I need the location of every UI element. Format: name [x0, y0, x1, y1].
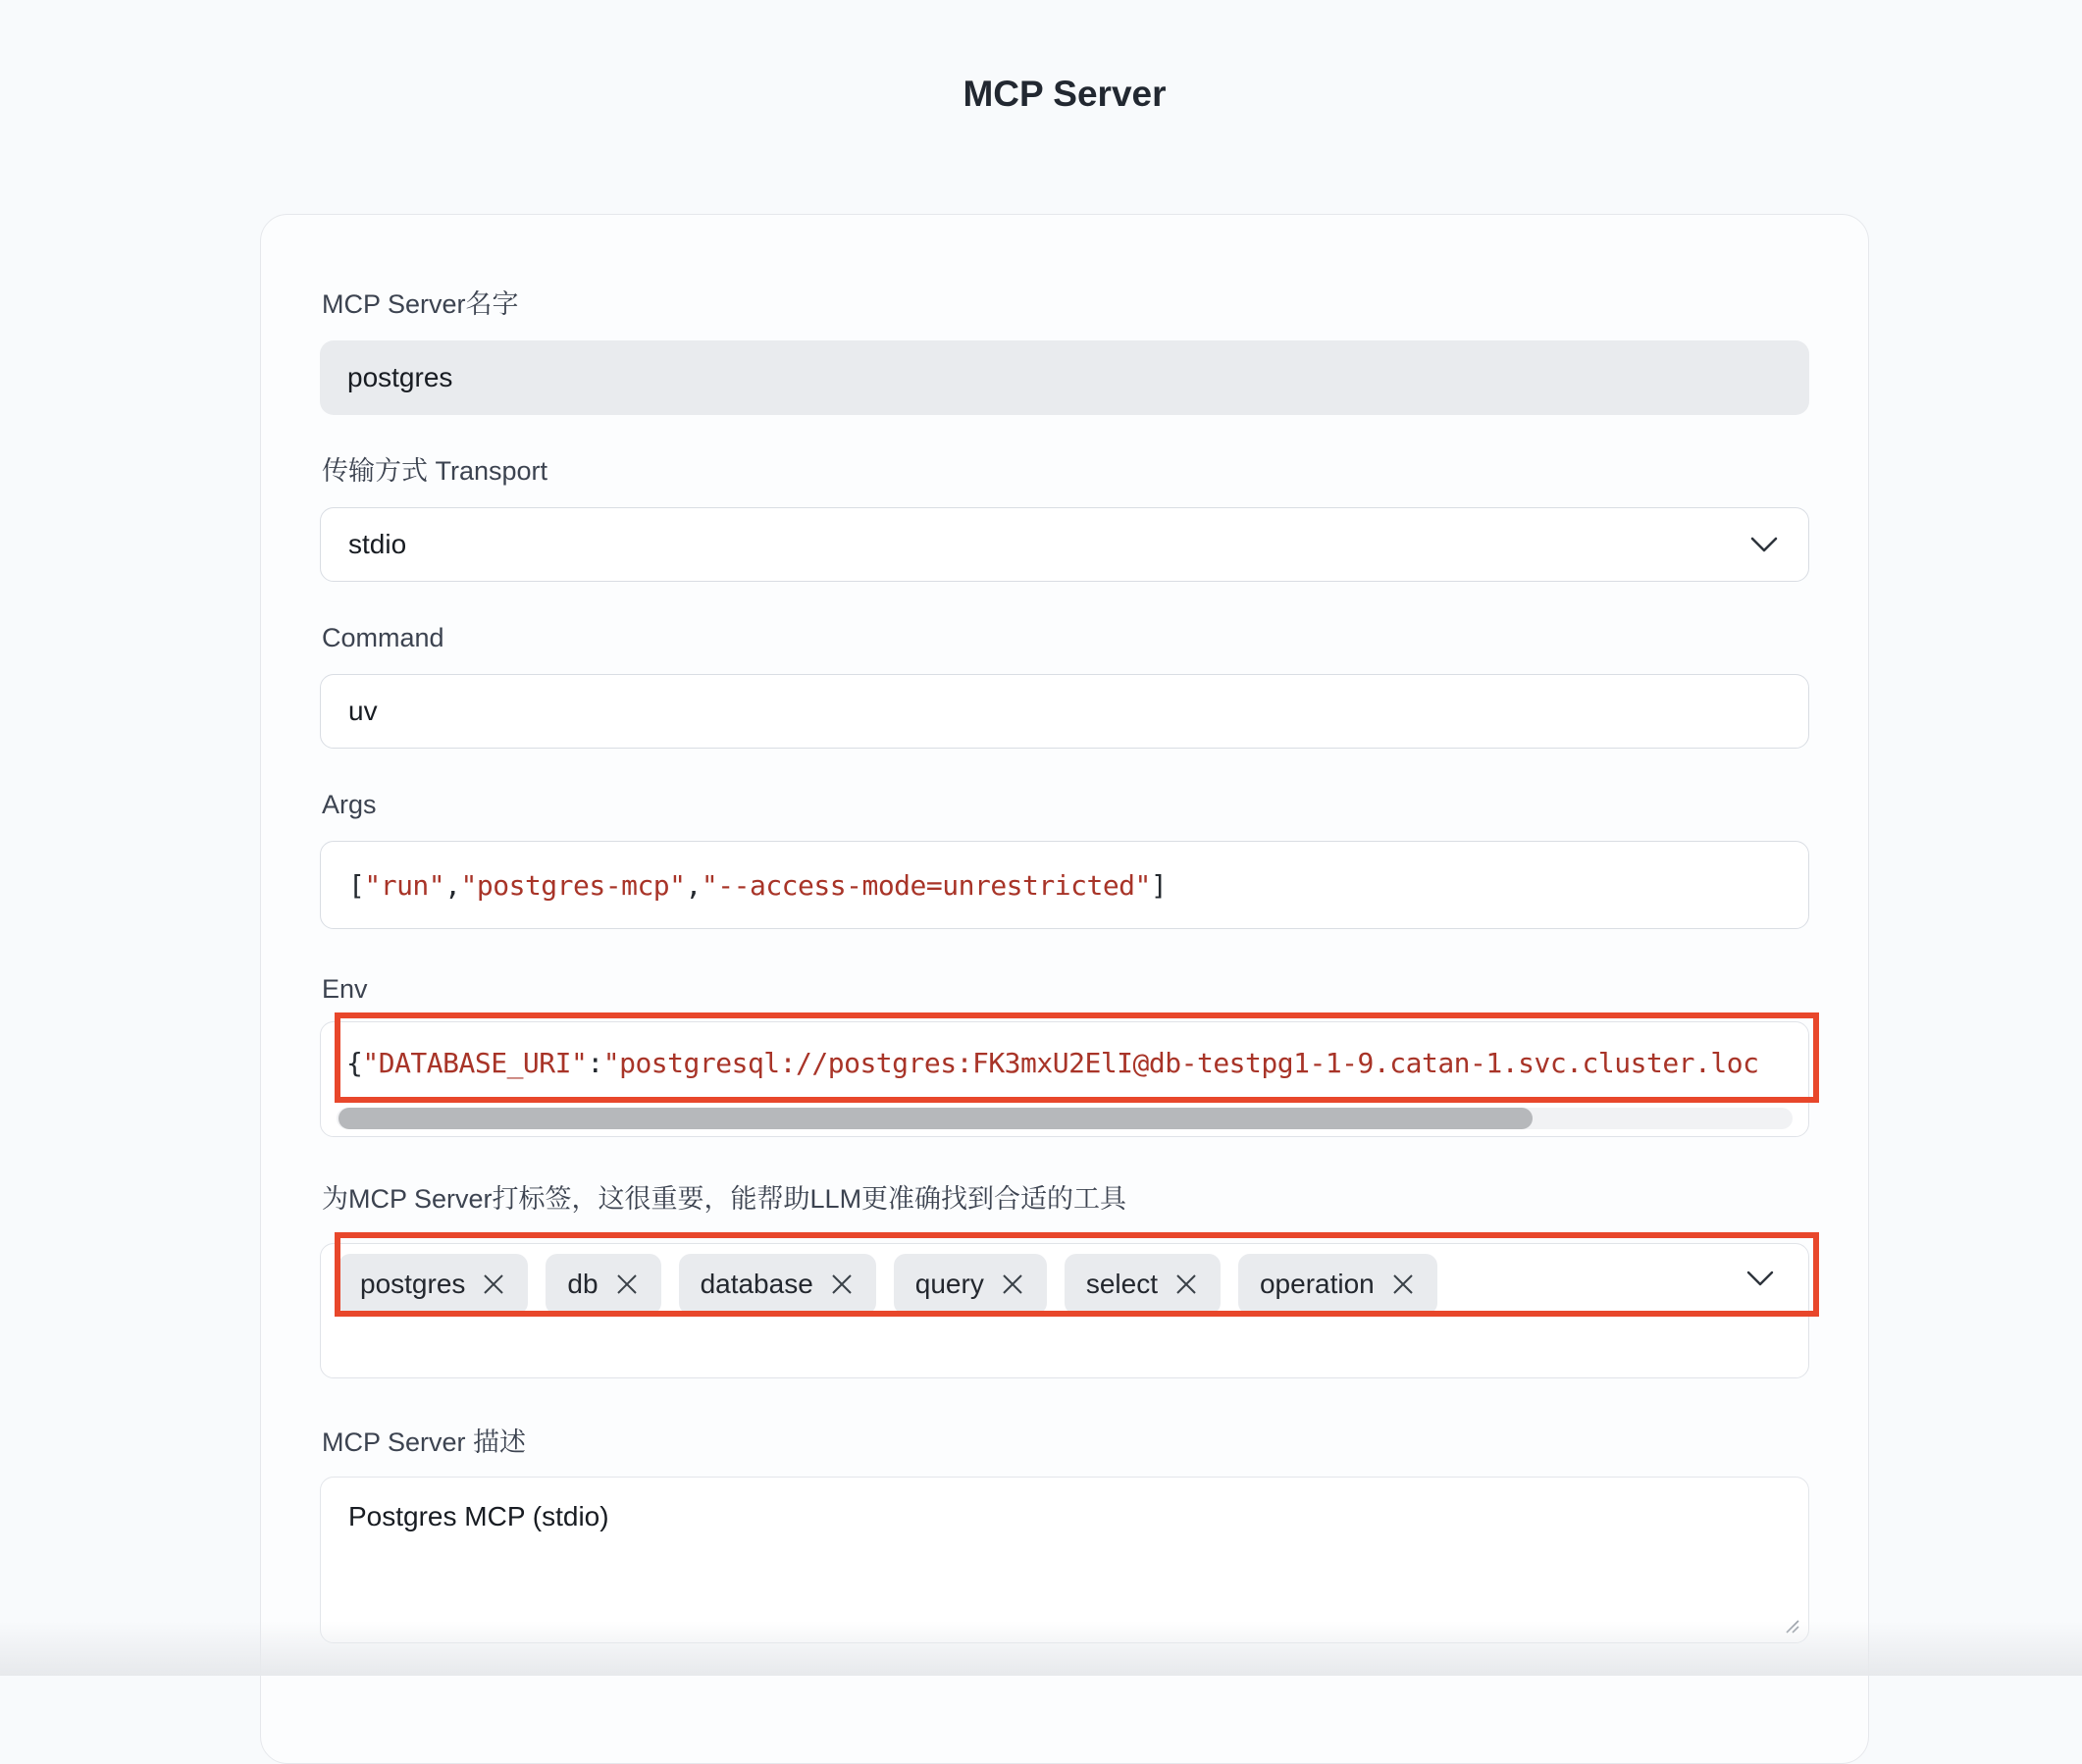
- tag-remove-button[interactable]: [481, 1271, 506, 1297]
- tag-remove-button[interactable]: [829, 1271, 855, 1297]
- code-segment: {: [346, 1047, 363, 1079]
- code-segment: "postgresql://postgres:FK3mxU2ElI@db-testpg1-1-9.catan-1.svc.cluster.loc: [602, 1047, 1759, 1079]
- transport-select[interactable]: [320, 507, 1809, 582]
- transport-label: 传输方式 Transport: [322, 456, 548, 486]
- name-input[interactable]: [320, 340, 1809, 415]
- description-value: Postgres MCP (stdio): [348, 1501, 609, 1531]
- tag-label: database: [700, 1269, 813, 1299]
- mcp-server-form-card: [260, 214, 1869, 1764]
- args-label: Args: [322, 790, 377, 819]
- tag-remove-button[interactable]: [1000, 1271, 1025, 1297]
- transport-value: stdio: [348, 529, 407, 559]
- code-segment: [: [348, 868, 365, 902]
- tag-chip: [546, 1254, 660, 1315]
- code-segment: ,: [444, 868, 461, 902]
- x-icon: [829, 1271, 855, 1297]
- tag-chip: [1065, 1254, 1221, 1315]
- tag-remove-button[interactable]: [614, 1271, 640, 1297]
- tag-remove-button[interactable]: [1173, 1271, 1199, 1297]
- code-segment: ]: [1150, 868, 1168, 902]
- tag-remove-button[interactable]: [1390, 1271, 1416, 1297]
- resize-handle-icon[interactable]: [1780, 1614, 1801, 1635]
- page-title: MCP Server: [963, 74, 1167, 114]
- description-textarea[interactable]: [320, 1477, 1809, 1643]
- env-label: Env: [322, 974, 368, 1004]
- env-scrollbar-track: [337, 1108, 1793, 1129]
- name-value: postgres: [347, 362, 453, 392]
- code-segment: :: [587, 1047, 603, 1079]
- tags-input[interactable]: [320, 1243, 1809, 1378]
- x-icon: [481, 1271, 506, 1297]
- x-icon: [1173, 1271, 1199, 1297]
- command-value: uv: [348, 696, 378, 726]
- tag-label: operation: [1259, 1269, 1375, 1299]
- code-segment: "postgres-mcp": [460, 868, 686, 902]
- code-segment: "--access-mode=unrestricted": [701, 868, 1151, 902]
- tag-label: select: [1085, 1269, 1158, 1299]
- env-input[interactable]: [320, 1021, 1809, 1137]
- code-segment: "DATABASE_URI": [362, 1047, 588, 1079]
- command-label: Command: [322, 623, 444, 652]
- args-input[interactable]: [320, 841, 1809, 929]
- code-segment: "run": [364, 868, 445, 902]
- tag-chip: [338, 1254, 528, 1315]
- env-scrollbar-thumb[interactable]: [338, 1108, 1533, 1129]
- tag-chip: [679, 1254, 876, 1315]
- description-label: MCP Server 描述: [322, 1427, 527, 1457]
- x-icon: [1390, 1271, 1416, 1297]
- x-icon: [614, 1271, 640, 1297]
- chevron-down-icon: [1745, 1270, 1775, 1287]
- tags-label: 为MCP Server打标签，这很重要，能帮助LLM更准确找到合适的工具: [322, 1184, 1127, 1214]
- chevron-down-icon: [1749, 536, 1779, 553]
- tags-row: [338, 1254, 1791, 1315]
- tag-chip: [1238, 1254, 1437, 1315]
- tag-label: query: [914, 1269, 984, 1299]
- x-icon: [1000, 1271, 1025, 1297]
- tag-label: db: [567, 1269, 599, 1299]
- command-input[interactable]: [320, 674, 1809, 749]
- env-code-line: [321, 1022, 1808, 1105]
- code-segment: ,: [685, 868, 702, 902]
- name-label: MCP Server名字: [322, 289, 519, 319]
- tag-chip: [894, 1254, 1047, 1315]
- tag-label: postgres: [360, 1269, 466, 1299]
